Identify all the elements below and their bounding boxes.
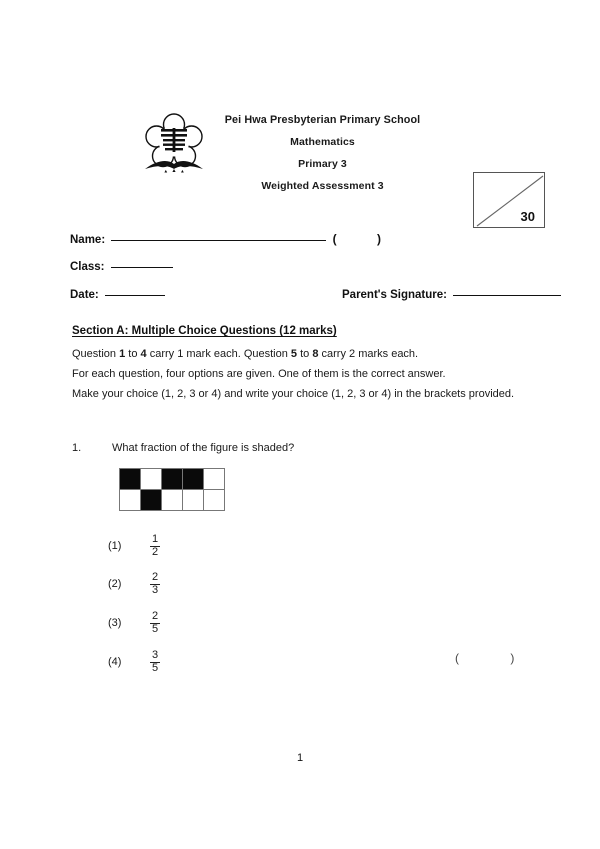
instruction-line-2: For each question, four options are given. One of them is the correct answer. (72, 368, 446, 380)
total-marks-value: 30 (520, 209, 535, 224)
option-fraction (150, 611, 160, 636)
subject-name: Mathematics (290, 136, 355, 148)
grid-cell (120, 469, 140, 489)
section-a-heading: Section A: Multiple Choice Questions (12 marks) (72, 325, 337, 337)
index-close-paren: ) (376, 232, 381, 246)
parent-signature-label: Parent's Signature: (342, 289, 447, 301)
option-fraction (150, 650, 160, 675)
fraction-numerator: 2 (152, 571, 159, 583)
school-name: Pei Hwa Presbyterian Primary School (224, 114, 421, 126)
name-field (70, 232, 381, 246)
option-fraction (150, 534, 160, 559)
question-1-option-2[interactable] (108, 572, 160, 597)
date-input-rule[interactable] (105, 295, 165, 296)
name-input-rule[interactable] (111, 240, 326, 241)
fraction-numerator: 1 (152, 533, 159, 545)
parent-signature-input-rule[interactable] (453, 295, 561, 296)
fraction-denominator: 5 (152, 622, 159, 635)
page-number: 1 (296, 752, 304, 764)
class-label: Class: (70, 261, 105, 273)
index-open-paren: ( (332, 232, 337, 246)
question-1-option-1[interactable] (108, 534, 160, 559)
fraction-numerator: 2 (152, 610, 159, 622)
option-label: (3) (108, 617, 122, 630)
grid-cell (162, 490, 182, 510)
question-1-figure-grid (119, 468, 225, 511)
class-input-rule[interactable] (111, 267, 173, 268)
option-label: (4) (108, 656, 122, 669)
grid-cell (183, 490, 203, 510)
fraction-numerator: 3 (152, 649, 159, 661)
grid-cell (141, 490, 161, 510)
grid-cell (204, 469, 224, 489)
grid-cell (120, 490, 140, 510)
option-label: (2) (108, 578, 122, 591)
total-marks-box (473, 172, 545, 228)
diagonal-line-icon (474, 173, 546, 229)
date-label: Date: (70, 289, 99, 301)
instruction-line-1: Question 1 to 4 carry 1 mark each. Question 5 to 8 carry 2 marks each. (72, 348, 419, 360)
grid-cell (162, 469, 182, 489)
fraction-denominator: 5 (152, 661, 159, 674)
assessment-name: Weighted Assessment 3 (261, 180, 384, 192)
name-label: Name: (70, 234, 106, 246)
level-name: Primary 3 (298, 158, 347, 170)
grid-cell (141, 469, 161, 489)
instruction-line-3: Make your choice (1, 2, 3 or 4) and write your choice (1, 2, 3 or 4) in the brackets provided. (72, 388, 515, 400)
question-1-answer-bracket[interactable]: ( ) (455, 651, 539, 665)
question-1-option-3[interactable] (108, 611, 160, 636)
question-1-text: What fraction of the figure is shaded? (112, 442, 295, 454)
option-fraction (150, 572, 160, 597)
grid-cell (204, 490, 224, 510)
question-1-option-4[interactable] (108, 650, 160, 675)
header-titles (190, 114, 455, 202)
fraction-denominator: 2 (152, 545, 159, 558)
class-field (70, 261, 176, 273)
parent-signature-field (342, 289, 564, 301)
grid-cell (183, 469, 203, 489)
fraction-denominator: 3 (152, 583, 159, 596)
date-field (70, 289, 168, 301)
section-a-instructions (72, 345, 550, 405)
option-label: (1) (108, 540, 122, 553)
question-1-number: 1. (72, 442, 82, 454)
